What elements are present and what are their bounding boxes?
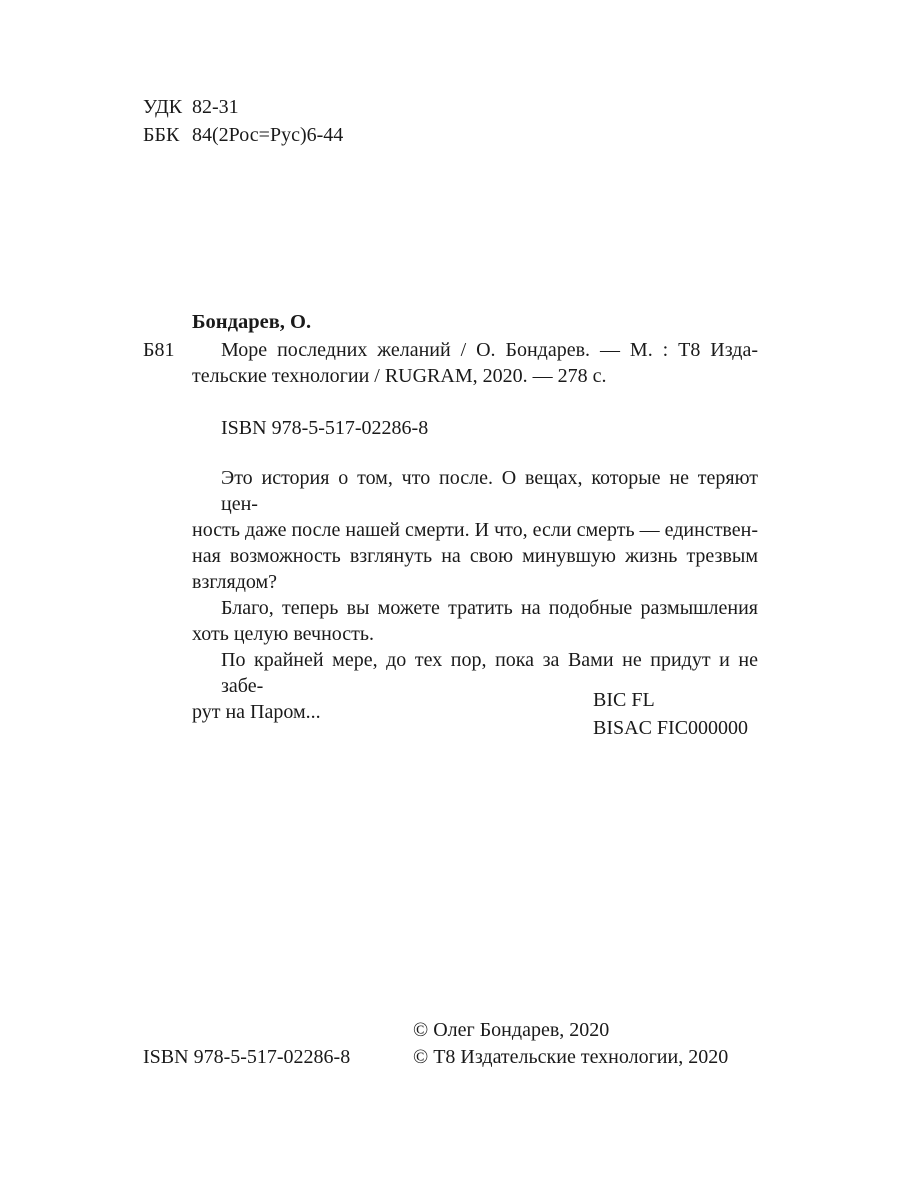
copyright-publisher: © Т8 Издательские технологии, 2020 — [413, 1046, 729, 1068]
classification-block — [143, 94, 343, 148]
annotation-line: ная возможность взглянуть на свою минувшую жизнь трезвым — [192, 545, 758, 567]
footer-isbn: ISBN 978-5-517-02286-8 — [143, 1046, 351, 1068]
annotation-line: взглядом? — [192, 571, 278, 593]
annotation-line: Это история о том, что после. О вещах, которые не теряют цен- — [221, 467, 758, 515]
bic-code: BIC FL — [593, 689, 655, 711]
bbk-label: ББК — [143, 124, 180, 146]
annotation-line: рут на Паром... — [192, 701, 321, 723]
udk-row — [143, 94, 343, 120]
biblio-line-1: Море последних желаний / О. Бондарев. — М. : Т8 Изда- — [221, 339, 758, 361]
copyright-author: © Олег Бондарев, 2020 — [413, 1019, 610, 1041]
udk-label: УДК — [143, 96, 183, 118]
copyright-block — [413, 1017, 728, 1070]
subject-codes — [593, 687, 748, 741]
annotation-line: По крайней мере, до тех пор, пока за Вами не придут и не забе- — [221, 649, 758, 697]
annotation-paragraph-1 — [192, 465, 758, 595]
annotation-paragraph-2 — [192, 595, 758, 647]
annotation-line: хоть целую вечность. — [192, 623, 375, 645]
annotation — [192, 465, 758, 725]
annotation-line: ность даже после нашей смерти. И что, если смерть — единствен- — [192, 519, 758, 541]
bisac-code: BISAC FIC000000 — [593, 717, 749, 739]
udk-value: 82-31 — [192, 96, 239, 118]
author-mark: Б81 — [143, 339, 175, 361]
bbk-row — [143, 122, 343, 148]
biblio-line-2: тельские технологии / RUGRAM, 2020. — 278 с. — [192, 365, 607, 387]
author-heading: Бондарев, О. — [192, 311, 312, 333]
annotation-line: Благо, теперь вы можете тратить на подобные размышления — [221, 597, 758, 619]
bbk-value: 84(2Рос=Рус)6-44 — [192, 124, 344, 146]
bibliographic-description — [192, 337, 758, 389]
record-isbn: ISBN 978-5-517-02286-8 — [221, 417, 429, 439]
